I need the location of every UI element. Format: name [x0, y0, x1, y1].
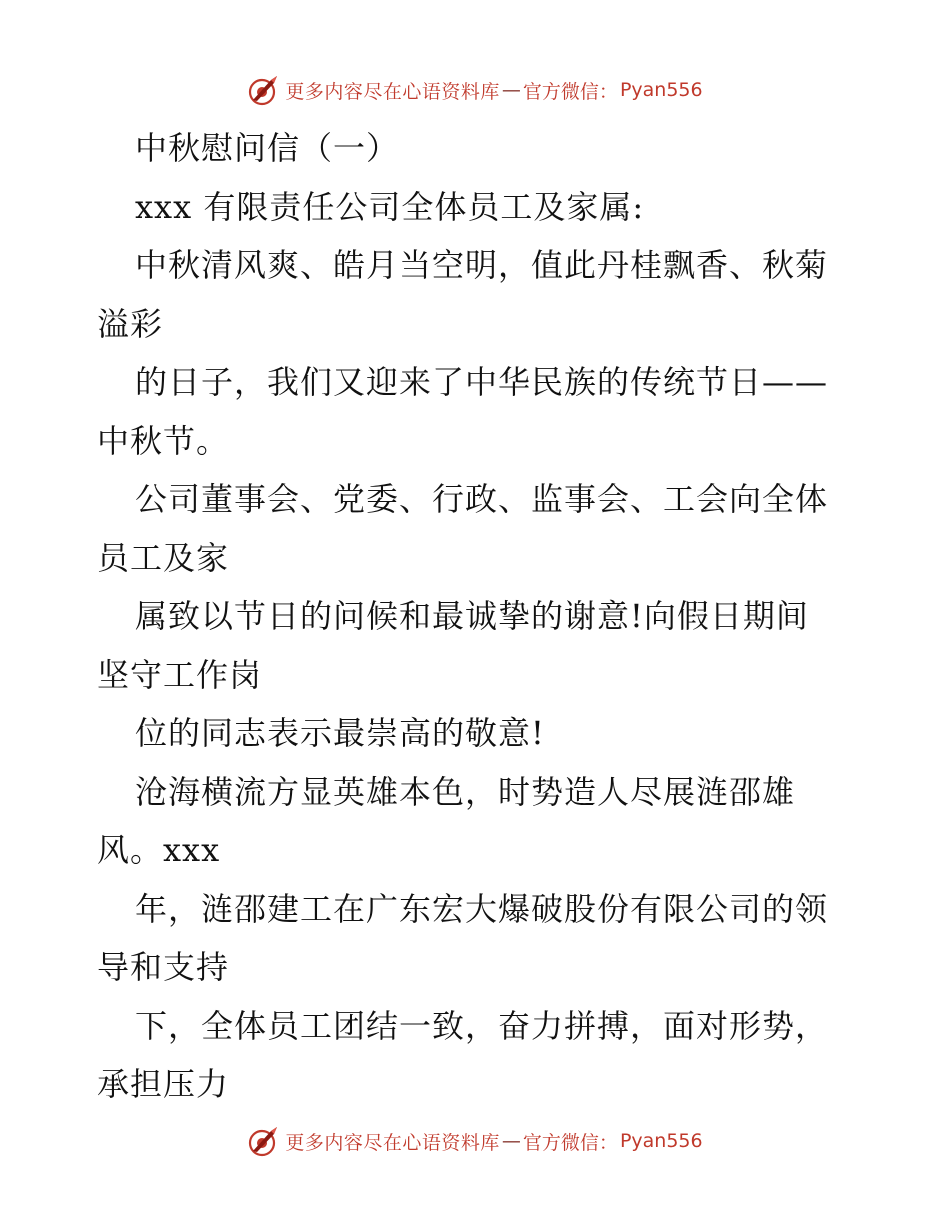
- letter-line: 沧海横流方显英雄本色，时势造人尽展涟邵雄: [135, 772, 796, 811]
- letter-line: 风。xxx: [97, 831, 221, 869]
- letter-line: 中秋节。: [97, 421, 230, 460]
- letter-line: 公司董事会、党委、行政、监事会、工会向全体: [135, 480, 829, 518]
- letter-line: 溢彩: [97, 304, 164, 343]
- letter-line: 导和支持: [97, 948, 230, 986]
- banner-brand-text: 更多内容尽在心语资料库: [285, 1131, 500, 1154]
- footer-banner: [0, 1121, 950, 1161]
- banner-brand-text: 更多内容尽在心语资料库: [285, 80, 500, 103]
- letter-line: 年，涟邵建工在广东宏大爆破股份有限公司的领: [135, 889, 829, 928]
- banner-wechat-id: Pyan556: [619, 1130, 703, 1152]
- letter-line: 承担压力: [97, 1065, 230, 1103]
- letter-line: 员工及家: [97, 538, 230, 577]
- letter-line: 中秋清风爽、皓月当空明，值此丹桂飘香、秋菊: [135, 246, 829, 284]
- banner-wechat-label: 官方微信：: [522, 80, 618, 103]
- banner-wechat-id: Pyan556: [619, 79, 703, 101]
- quill-logo-icon: [247, 1124, 281, 1158]
- letter-line: 的日子，我们又迎来了中华民族的传统节日——: [135, 363, 829, 401]
- letter-body: [97, 119, 877, 1114]
- letter-line: 坚守工作岗: [97, 655, 263, 694]
- letter-title: 中秋慰问信（一）: [135, 129, 400, 167]
- letter-line: 属致以节日的问候和最诚挚的谢意!向假日期间: [135, 597, 809, 635]
- letter-salutation: xxx 有限责任公司全体员工及家属:: [135, 187, 645, 226]
- letter-line: 位的同志表示最崇高的敬意!: [135, 714, 545, 752]
- banner-dash: —: [501, 79, 521, 101]
- letter-line: 下，全体员工团结一致，奋力拼搏，面对形势，: [135, 1006, 829, 1045]
- banner-wechat-label: 官方微信：: [522, 1131, 618, 1154]
- header-banner: [0, 70, 950, 110]
- banner-dash: —: [501, 1130, 521, 1152]
- quill-logo-icon: [247, 73, 281, 107]
